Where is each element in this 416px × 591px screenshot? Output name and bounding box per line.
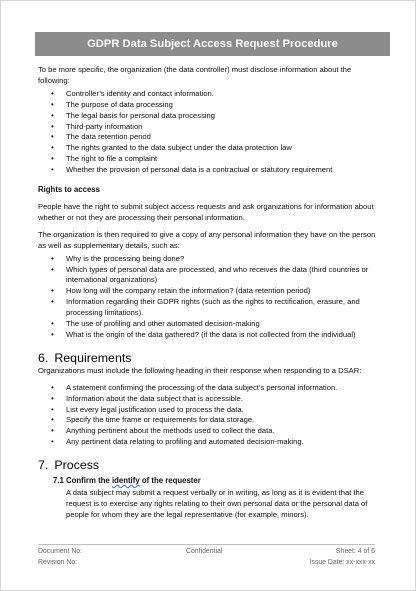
list-item: • Any pertinent data relating to profiling and automated decision-making. [38, 437, 383, 448]
list-item: • Why is the processing being done? [38, 254, 383, 265]
list-item: • Information regarding their GDPR rights (such as the rights to rectification, erasure, and processing limitations). [38, 297, 383, 319]
subsection-title-after: of the requester [139, 476, 201, 486]
list-item: • The purpose of data processing [38, 100, 383, 111]
disclose-list [38, 89, 383, 176]
requirements-list [38, 383, 383, 448]
footer-confidential: Confidential [186, 548, 223, 555]
section-title: Requirements [54, 350, 132, 365]
list-item: • Specify the time frame or requirements for data storage. [38, 415, 383, 426]
list-item: • Controller’s identity and contact information. [38, 89, 383, 100]
list-item: • List every legal justification used to process the data. [38, 405, 383, 416]
subsection-7-1-paragraph: A data subject may submit a request verbally or in writing, as long as it is evident that the request is to exercise any rights relating to their own personal data or the personal data of people for whom they are the legal representative (for example, minors). [66, 488, 368, 519]
rights-list [38, 254, 383, 341]
list-item: • How long will the company retain the information? (data retention period) [38, 286, 383, 297]
document-title: GDPR Data Subject Access Request Procedure [35, 32, 390, 56]
footer-revision-no: Revision No: [38, 558, 78, 566]
list-item: • The rights granted to the data subject under the data protection law [38, 143, 383, 154]
rights-paragraph-1: People have the right to submit subject access requests and ask organizations for information about whether or not they are processing their personal information. [38, 201, 374, 222]
list-item: • Information about the data subject that is accessible. [38, 394, 383, 405]
list-item: • Third-party information [38, 122, 383, 133]
section-title: Process [54, 458, 100, 473]
list-item: • Whether the provision of personal data is a contractual or statutory requirement [38, 165, 383, 176]
page-footer [38, 544, 375, 568]
list-item: • The legal basis for personal data processing [38, 111, 383, 122]
spellcheck-word: identify [111, 476, 140, 486]
section-number: 7. [38, 458, 49, 473]
footer-document-no: Document No: [38, 548, 83, 555]
list-item: • Anything pertinent about the methods used to collect the data. [38, 426, 383, 437]
document-body [38, 65, 383, 521]
list-item: • The use of profiling and other automated decision-making [38, 319, 383, 330]
rights-heading: Rights to access [38, 185, 100, 195]
list-item: • A statement confirming the processing of the data subject’s personal information. [38, 383, 383, 394]
list-item: • The data retention period [38, 132, 383, 143]
section-number: 6. [38, 350, 49, 365]
subsection-7-1-heading [38, 476, 383, 487]
footer-sheet: Sheet: 4 of 6 [335, 548, 375, 555]
footer-issue-date: Issue Date: xx-xxx-xx [309, 558, 375, 566]
rights-paragraph-2: The organization is then required to give a copy of any personal information they have on the person as well as supplementary details, such as: [38, 229, 376, 250]
requirements-intro: Organizations must include the following heading in their response when responding to a DSAR: [38, 365, 362, 375]
list-item: • Which types of personal data are processed, and who receives the data (third countries or international organizations) [38, 265, 383, 287]
section-7-heading [38, 458, 383, 473]
list-item: • The right to file a complaint [38, 154, 383, 165]
section-6-heading [38, 351, 383, 366]
subsection-title-before: Confirm the [66, 476, 112, 486]
subsection-number: 7.1 [53, 476, 64, 486]
list-item: • What is the origin of the data gathered? (if the data is not collected from the individual) [38, 330, 383, 341]
intro-paragraph: To be more specific, the organization (the data controller) must disclose information about the following: [38, 65, 352, 85]
